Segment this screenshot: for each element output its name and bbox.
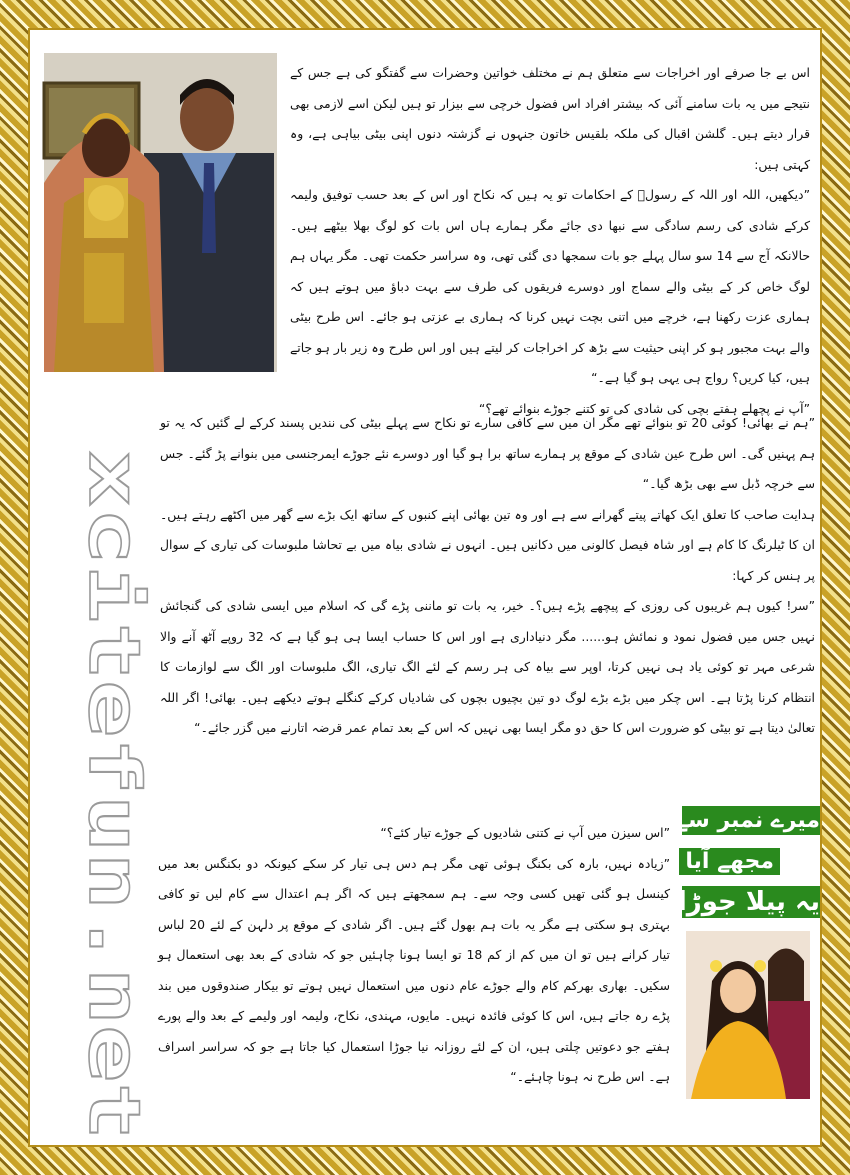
quote-paragraph: ”دیکھیں، اللہ اور اللہ کے رسولؐ کے احکامات تو یہ ہیں کہ نکاح اور اس کے بعد حسب توفیق ولیمہ کرکے شادی کی رسم سادگی سے نبھا دی جائے مگر ہمارے ہاں اس بات کو لوگ بھلا بیٹھے ہیں۔ حالانکہ آج سے 14 سو سال پہلے جو بات سمجھا دی گئی تھی، وہ سراسر حکمت تھی۔ مگر یہاں ہم لوگ خاص کر کے بیٹی والے سماج اور دوسرے فریقوں کی طرف سے بہت دباؤ میں ہوتے ہیں کہ ہماری عزت رکھنا ہے، خرچے میں اتنی بچت نہیں کرنا کہ ہماری بے عزتی ہو جائے۔ اس طرح بیٹی والے بہت مجبور ہو کر اپنی حیثیت سے بڑھ کر اخراجات کر لیتے ہیں اور اس طرح وہ زیر بار ہو جاتے ہیں، کیا کریں؟ رواج ہی یہی ہو گیا ہے۔“ — [290, 187, 811, 385]
yellow-dress-bride-photo — [686, 931, 810, 1099]
promo-line-3: یہ پیلا جوڑا — [677, 887, 820, 917]
promo-headline — [644, 800, 820, 930]
paragraph: اس بے جا صرفے اور اخراجات سے متعلق ہم نے مختلف خواتین وحضرات سے گفتگو کی ہے جس کے نتیجے میں یہ بات سامنے آئی کہ بیشتر افراد اس فضول خرچی سے بیزار تو ہیں لیکن اسے لازمی بھی قرار دیتے ہیں۔ گلشن اقبال کی ملکہ بلقیس خاتون جنہوں نے گزشتہ دنوں اپنی بیٹی بیاہی ہے، وہ کہتی ہیں: — [290, 65, 810, 172]
quote-paragraph: ”سر! کیوں ہم غریبوں کی روزی کے پیچھے پڑے ہیں؟۔ خیر، یہ بات تو ماننی پڑے گی کہ اسلام میں ایسی شادی کی گنجائش نہیں جس میں فضول نمود و نمائش ہو...... مگر دنیاداری ہے اور اس کا حساب ایسا ہی ہو گیا ہے کہ 32 روپے آٹھ آنے والا شرعی مہر تو کوئی یاد ہی نہیں کرتا، اوپر سے بیاہ کی ہر رسم کے لئے الگ تیاری، الگ ملبوسات اور الگ سے لوازمات کا انتظام کرنا پڑتا ہے۔ اس چکر میں بڑے بڑے لوگ دو تین بچیوں بچوں کی شادیاں کرکے کنگلے ہوتے دیکھے ہیں۔ بھائی! اگر اللہ تعالیٰ دیتا ہے تو بیٹی کو ضرورت اس کا حق دو مگر ایسا بھی نہیں کہ اس کے بعد تمام عمر قرضہ اتارنے میں گزر جائے۔“ — [160, 598, 815, 735]
wedding-couple-photo — [44, 53, 277, 372]
site-watermark — [68, 450, 155, 1150]
article-section-1 — [290, 58, 810, 424]
quote-paragraph: ”ہم نے بھائی! کوئی 20 تو بنوائے تھے مگر ان میں سے کافی سارے تو نکاح سے پہلے بیٹی کی نندیں پسند کرکے لے گئیں کہ یہ تو ہم پہنیں گی۔ اس طرح عین شادی کے موقع پر ہمارے ساتھ برا ہو گیا اور دوسرے نئے جوڑے ایمرجنسی میں بنوانے پڑ گئے۔ جس سے خرچہ ڈبل سے بھی بڑھ گیا۔“ — [160, 415, 815, 491]
promo-line-1: میرے نمبر سے آج — [644, 808, 820, 833]
question-paragraph: ”اس سیزن میں آپ نے کتنی شادیوں کے جوڑے تیار کئے؟“ — [380, 825, 670, 840]
paragraph: ہدایت صاحب کا تعلق ایک کھاتے پیتے گھرانے سے ہے اور وہ تین بھائی اپنے کنبوں کے ساتھ ایک بڑے سے گھر میں اکٹھے رہتے ہیں۔ ان کا ٹیلرنگ کا کام ہے اور شاہ فیصل کالونی میں دکانیں ہیں۔ انہوں نے شادی بیاہ میں بے تحاشا ملبوسات کی تیاری کے سوال پر ہنس کر کہا: — [160, 506, 815, 583]
question-paragraph: ”آپ نے پچھلے ہفتے بچی کی شادی کی تو کتنے جوڑے بنوائے تھے؟“ — [478, 400, 810, 416]
promo-line-2: مجھے آیا — [679, 848, 780, 875]
article-section-2 — [160, 408, 815, 744]
article-section-3 — [158, 818, 670, 1093]
watermark-text: xcitefun.net — [73, 450, 155, 956]
quote-paragraph: ”زیادہ نہیں، بارہ کی بکنگ ہوئی تھی مگر ہم دس ہی تیار کر سکے کیونکہ دو بکنگس بعد میں کینسل ہو گئی تھیں کسی وجہ سے۔ ہم سمجھتے ہیں کہ اگر ہم اعتدال سے کام لیں تو کافی بہتری ہو سکتی ہے مگر یہ بات ہم بھول گئے ہیں۔ اگر شادی کے موقع پر دلہن کے لئے 20 لباس تیار کرانے ہیں تو ان میں کم از کم 18 تو ایسا ہونا چاہئیں جو کہ شادی کے بعد بھی استعمال ہو سکیں۔ بھاری بھرکم کام والے جوڑے عام دنوں میں استعمال نہیں ہوتے تو بیکار صندوقوں میں بند پڑے رہ جاتے ہیں، اس کا کوئی فائدہ نہیں۔ مایوں، مہندی، نکاح، ولیمہ اور ولیمے کے بعد والے پورے ہفتے جو دعوتیں چلتی ہیں، ان کے لئے روزانہ نیا جوڑا استعمال کیا جاتا ہے جو کہ سراسر اسراف ہے۔ اس طرح نہ ہونا چاہئے۔“ — [158, 855, 670, 1084]
